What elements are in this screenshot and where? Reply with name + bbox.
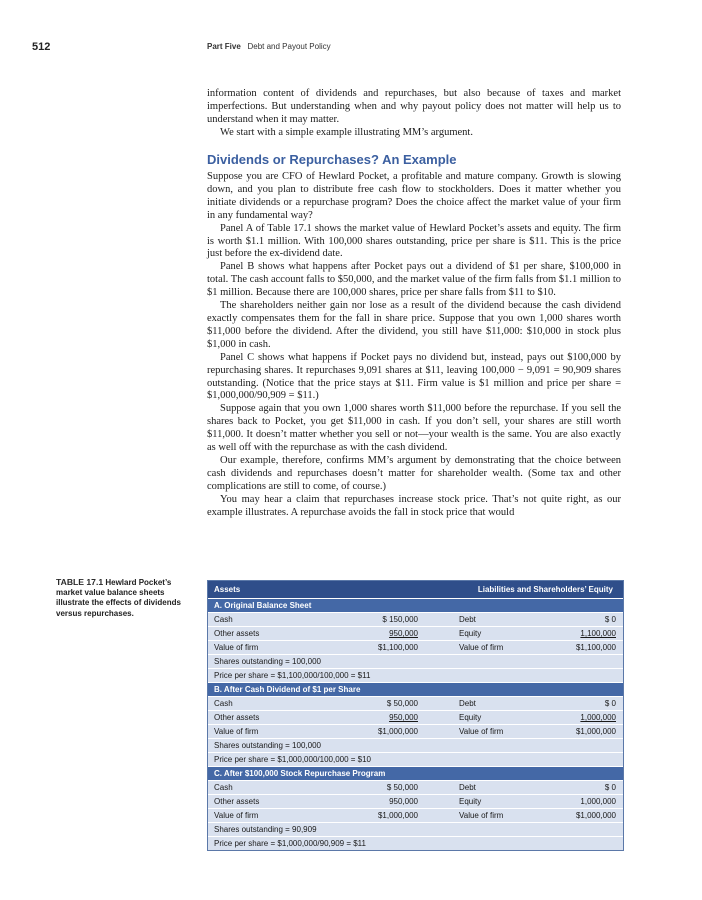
balance-sheet-table (207, 580, 624, 851)
liability-value: 1,100,000 (580, 629, 616, 638)
liability-value: $ 0 (604, 783, 616, 792)
table-row (208, 696, 623, 710)
table-row (208, 780, 623, 794)
row-value-right (560, 711, 616, 724)
section-title: Dividends or Repurchases? An Example (207, 152, 457, 167)
panel-title-text: B. After Cash Dividend of $1 per Share (214, 685, 361, 694)
row-value (356, 641, 418, 654)
liability-value: 1,000,000 (580, 797, 616, 806)
row-label-right: Equity (459, 797, 482, 806)
intro-text (207, 88, 621, 140)
shares-outstanding: Shares outstanding = 100,000 (214, 741, 321, 750)
price-per-share: Price per share = $1,000,000/100,000 = $10 (214, 755, 372, 764)
section-body (207, 171, 621, 519)
asset-value: $1,000,000 (377, 811, 418, 820)
asset-value: 950,000 (389, 713, 418, 722)
panel-title (208, 682, 623, 696)
row-label: Value of firm (214, 643, 259, 652)
panel-title-text: A. Original Balance Sheet (214, 601, 312, 610)
body-paragraph: Suppose again that you own 1,000 shares worth $11,000 before the repurchase. If you sell the shares back to Pocket, you get $11,000 in cash. If you don’t sell, your shares are still worth $11,000. It doesn’t matter whether you sell or not—your wealth is the same. You are also exactly as well off with the repurchase as with the cash dividend. (207, 403, 621, 454)
row-value (356, 613, 418, 626)
table-row (208, 822, 623, 836)
row-value-right (560, 641, 616, 654)
row-label-right: Value of firm (459, 811, 504, 820)
table-row (208, 794, 623, 808)
row-value (356, 795, 418, 808)
price-per-share: Price per share = $1,100,000/100,000 = $11 (214, 671, 371, 680)
panel-title-text: C. After $100,000 Stock Repurchase Program (214, 769, 386, 778)
liability-value: 1,000,000 (580, 713, 616, 722)
table-caption-text: Hewlard Pocket’s market value balance sheets illustrate the effects of dividends versus repurchases. (56, 578, 181, 618)
row-value (356, 725, 418, 738)
liability-value: $ 0 (604, 615, 616, 624)
liability-value: $ 0 (604, 699, 616, 708)
liability-value: $1,000,000 (575, 811, 616, 820)
liability-value: $1,000,000 (575, 727, 616, 736)
row-label-right: Debt (459, 615, 476, 624)
table-row (208, 710, 623, 724)
table-header-row (208, 581, 623, 598)
shares-outstanding: Shares outstanding = 100,000 (214, 657, 321, 666)
table-row (208, 808, 623, 822)
body-paragraph: Panel C shows what happens if Pocket pays no dividend but, instead, pays out $100,000 by repurchasing shares. It repurchases 9,091 shares at $11, leaving 100,000 − 9,091 = 90,909 shares outstanding. (Notice that the price stays at $11. Firm value is $1 million and price per share = $1,000,000/90,909 = $11.) (207, 351, 621, 402)
row-value-right (560, 781, 616, 794)
asset-value: 950,000 (389, 629, 418, 638)
price-per-share: Price per share = $1,000,000/90,909 = $11 (214, 839, 366, 848)
asset-value: $1,100,000 (377, 643, 418, 652)
row-label-right: Debt (459, 699, 476, 708)
asset-value: $ 50,000 (386, 699, 418, 708)
row-label-right: Debt (459, 783, 476, 792)
asset-value: 950,000 (389, 797, 418, 806)
body-paragraph: Panel B shows what happens after Pocket pays out a dividend of $1 per share, $100,000 in total. The cash account falls to $50,000, and the market value of the firm falls from $1.1 million to $1 million. Because there are 100,000 shares, price per share falls from $11 to $10. (207, 261, 621, 299)
body-paragraph: You may hear a claim that repurchases increase stock price. That’s not quite right, as our example illustrates. A repurchase avoids the fall in stock price that would (207, 493, 621, 518)
body-paragraph: Suppose you are CFO of Hewlard Pocket, a profitable and mature company. Growth is slowing down, and you plan to distribute free cash flow to stockholders. Does it matter whether you initiate dividends or a repurchase program? Does the choice affect the market value of your firm in any fundamental way? (207, 171, 621, 221)
running-header (207, 42, 331, 51)
row-label-right: Equity (459, 629, 482, 638)
liability-value: $1,100,000 (575, 643, 616, 652)
row-label: Cash (214, 699, 233, 708)
row-label-right: Equity (459, 713, 482, 722)
row-value (356, 711, 418, 724)
asset-value: $ 150,000 (382, 615, 418, 624)
asset-value: $ 50,000 (386, 783, 418, 792)
part-title: Debt and Payout Policy (247, 42, 331, 51)
intro-paragraph: We start with a simple example illustrating MM’s argument. (220, 126, 473, 138)
table-row (208, 724, 623, 738)
part-label: Part Five (207, 42, 241, 51)
table-row (208, 626, 623, 640)
row-value (356, 781, 418, 794)
liabilities-header: Liabilities and Shareholders’ Equity (477, 585, 613, 594)
body-paragraph: Our example, therefore, confirms MM’s argument by demonstrating that the choice between cash dividends and repurchases doesn’t matter for shareholder wealth. (Some tax and other complications are still to come, of course.) (207, 454, 621, 492)
table-row (208, 612, 623, 626)
row-label: Value of firm (214, 727, 259, 736)
panel-title (208, 598, 623, 612)
row-value-right (560, 697, 616, 710)
row-value-right (560, 795, 616, 808)
table-row (208, 752, 623, 766)
row-value-right (560, 725, 616, 738)
row-label: Cash (214, 615, 233, 624)
row-label-right: Value of firm (459, 643, 504, 652)
row-label: Other assets (214, 713, 260, 722)
table-row (208, 738, 623, 752)
assets-header: Assets (214, 585, 241, 594)
table-caption (56, 577, 194, 619)
table-row (208, 640, 623, 654)
row-value-right (560, 613, 616, 626)
table-row (208, 668, 623, 682)
row-value (356, 627, 418, 640)
row-label-right: Value of firm (459, 727, 504, 736)
asset-value: $1,000,000 (377, 727, 418, 736)
intro-paragraph: information content of dividends and repurchases, but also because of taxes and market imperfections. But understanding when and why payout policy does not matter will help us to understand when it may matter. (207, 88, 621, 125)
table-row (208, 654, 623, 668)
table-label: TABLE 17.1 (56, 577, 104, 587)
body-paragraph: Panel A of Table 17.1 shows the market value of Hewlard Pocket’s assets and equity. The firm is worth $1.1 million. With 100,000 shares outstanding, price per share is $11. This is the price just before the ex-dividend date. (207, 222, 621, 260)
row-label: Other assets (214, 629, 260, 638)
shares-outstanding: Shares outstanding = 90,909 (214, 825, 317, 834)
row-value (356, 697, 418, 710)
row-label: Value of firm (214, 811, 259, 820)
page-number: 512 (32, 41, 51, 53)
row-value (356, 809, 418, 822)
row-label: Other assets (214, 797, 260, 806)
panel-title (208, 766, 623, 780)
table-row (208, 836, 623, 850)
row-value-right (560, 627, 616, 640)
body-paragraph: The shareholders neither gain nor lose as a result of the dividend because the cash dividend exactly compensates them for the fall in share price. Suppose that you own 1,000 shares worth $11,000 before the dividend. After the dividend, you still have $11,000: $10,000 in stock plus $1,000 in cash. (207, 300, 621, 350)
row-label: Cash (214, 783, 233, 792)
row-value-right (560, 809, 616, 822)
